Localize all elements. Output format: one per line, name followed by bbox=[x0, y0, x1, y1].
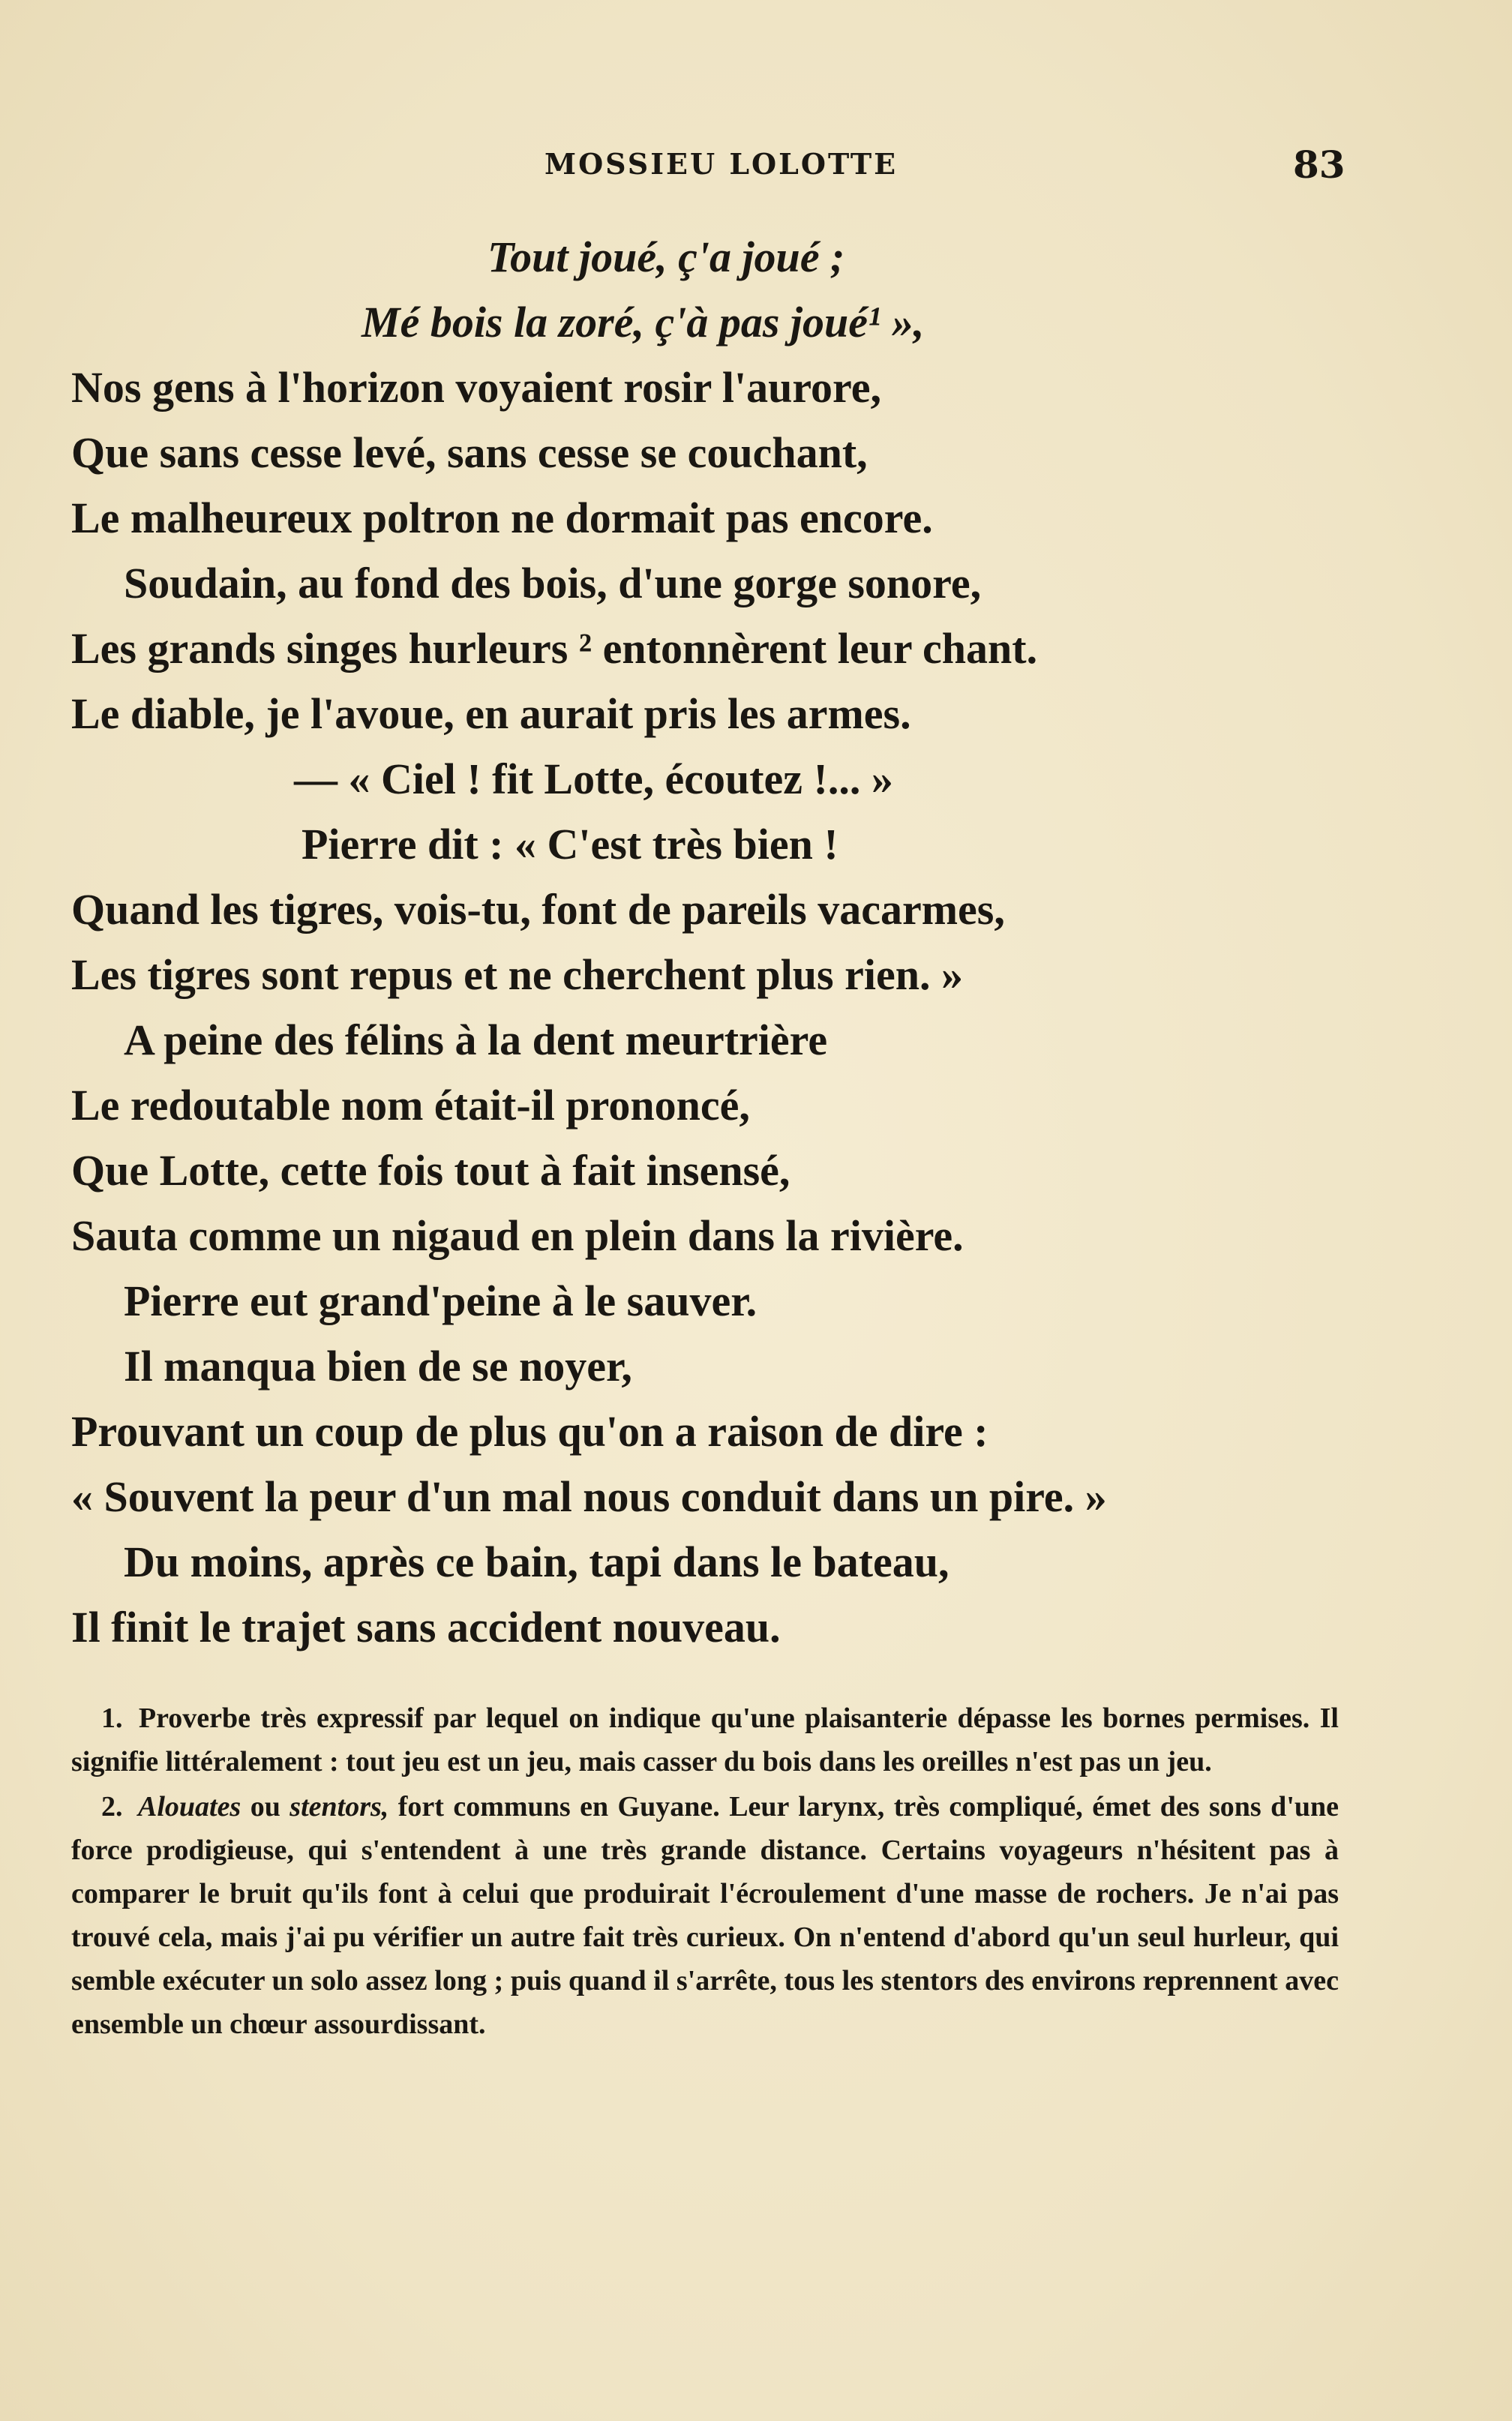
footnote-number: 2. bbox=[101, 1791, 123, 1822]
running-title: MOSSIEU LOLOTTE bbox=[544, 147, 898, 181]
poem-line: Nos gens à l'horizon voyaient rosir l'aurore, bbox=[71, 363, 881, 412]
running-head bbox=[0, 142, 1512, 192]
poem-line: Le malheureux poltron ne dormait pas encore. bbox=[71, 494, 933, 542]
poem-line: Tout joué, ç'a joué ; bbox=[488, 232, 845, 281]
footnote-text: Proverbe très expressif par lequel on indique qu'une plaisanterie dépasse les bornes permises. Il signifie littéralement : tout jeu est un jeu, mais casser du bois dans les oreilles n'est pas un jeu. bbox=[71, 1702, 1339, 1778]
footnote-number: 1. bbox=[101, 1702, 123, 1734]
footnote-term: stentors, bbox=[290, 1791, 389, 1822]
poem-line: Le diable, je l'avoue, en aurait pris les armes. bbox=[71, 689, 911, 738]
poem-line: Soudain, au fond des bois, d'une gorge sonore, bbox=[124, 559, 982, 608]
poem-line: Quand les tigres, vois-tu, font de pareils vacarmes, bbox=[71, 885, 1005, 934]
footnote-2 bbox=[71, 1785, 1339, 2046]
page-number: 83 bbox=[1293, 142, 1346, 187]
poem-line: Que Lotte, cette fois tout à fait insensé, bbox=[71, 1146, 790, 1195]
poem-line: Il manqua bien de se noyer, bbox=[124, 1342, 632, 1390]
footnote-term: Alouates bbox=[137, 1791, 242, 1822]
footnote-connector: ou bbox=[250, 1791, 280, 1822]
footnotes bbox=[71, 1696, 1339, 2048]
footnote-text: fort communs en Guyane. Leur larynx, très compliqué, émet des sons d'une force prodigieuse, qui s'entendent à une très grande distance. Certains voyageurs n'hésitent pas à comparer le bruit qu'ils font à celui que produirait l'écroulement d'une masse de rochers. Je n'ai pas trouvé cela, mais j'ai pu vérifier un autre fait très curieux. On n'entend d'abord qu'un seul hurleur, qui semble exécuter un solo assez long ; puis quand il s'arrête, tous les stentors des environs reprennent avec ensemble un chœur assourdissant. bbox=[71, 1791, 1340, 2040]
poem-line: « Souvent la peur d'un mal nous conduit dans un pire. » bbox=[71, 1472, 1107, 1521]
footnote-1 bbox=[71, 1696, 1339, 1784]
poem-line: Prouvant un coup de plus qu'on a raison de dire : bbox=[71, 1407, 988, 1456]
poem-line: Pierre eut grand'peine à le sauver. bbox=[124, 1276, 758, 1325]
poem-line: Il finit le trajet sans accident nouveau. bbox=[71, 1603, 781, 1652]
poem-line: A peine des félins à la dent meurtrière bbox=[124, 1016, 828, 1064]
poem-line: Les tigres sont repus et ne cherchent plus rien. » bbox=[71, 950, 963, 999]
poem-line: Le redoutable nom était-il prononcé, bbox=[71, 1081, 750, 1130]
poem-line: Que sans cesse levé, sans cesse se couchant, bbox=[71, 428, 868, 477]
poem-line: Sauta comme un nigaud en plein dans la rivière. bbox=[71, 1211, 964, 1260]
poem-line: — « Ciel ! fit Lotte, écoutez !... » bbox=[294, 754, 893, 803]
poem-line: Pierre dit : « C'est très bien ! bbox=[302, 820, 838, 868]
poem-line: Mé bois la zoré, ç'à pas joué¹ », bbox=[362, 298, 925, 346]
poem-line: Les grands singes hurleurs ² entonnèrent leur chant. bbox=[71, 624, 1038, 673]
poem-line: Du moins, après ce bain, tapi dans le bateau, bbox=[124, 1538, 950, 1586]
